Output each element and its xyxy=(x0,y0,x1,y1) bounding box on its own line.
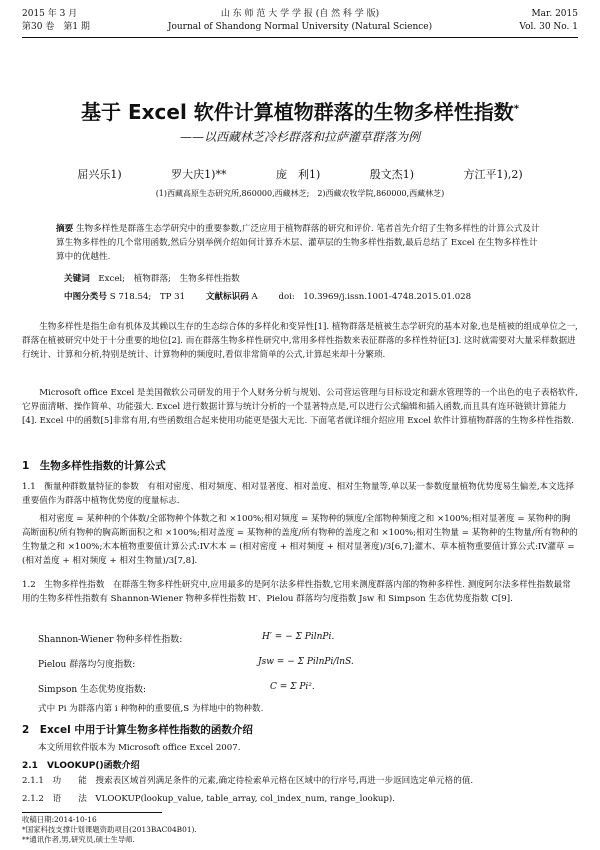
abstract xyxy=(56,222,544,264)
abstract-label: 摘要 xyxy=(56,224,74,234)
importance-value-formulas: 相对密度 = 某种种的个体数/全部物种个体数之和 ×100%;相对频度 = 某物种的频度/全部物种频度之和 ×100%;相对显著度 = 某物种的胸高断面积/所有物种的胸高断面积之和 ×100%;相对盖度 = 某物种的盖度/所有物种的盖度之和 ×100%;相对生物量 = 某物种的生物量/所有物种的生物量之和 ×100%;木本植物重要值计算公式:IV木本 = (相对密度 + 相对频度 + 相对显著度)/3[6,7];灌木、草本植物重要值计算公式:IV灌草 = (相对盖度 + 相对频度 + 相对生物量)/3[7,8]. xyxy=(22,514,578,566)
paper-subtitle: ——以西藏林芝冷杉群落和拉萨灌草群落为例 xyxy=(179,130,420,144)
subsection-1-1: 1.1 衡量种群数量特征的参数 有相对密度、相对频度、相对显著度、相对盖度、相对生物量等,单以某一参数度量植物优势度易生偏差,本文选择重要值作为群落中植物优势度的度量标志. xyxy=(22,482,574,506)
running-header xyxy=(22,8,578,40)
subsection-1-2: 1.2 生物多样性指数 在群落生物多样性研究中,应用最多的是阿尔法多样性指数,它用来测度群落内部的物种多样性. 测度阿尔法多样性指数最常用的生物多样性指数有 Shannon-Wiener 物种多样性指数 H′、Pielou 群落均匀度指数 Jsw 和 Simpson 生态优势度指数 C[9]. xyxy=(22,580,571,604)
abstract-text: 生物多样性是群落生态学研究中的重要参数,广泛应用于植物群落的研究和评价. 笔者首先介绍了生物多样性的计算公式及计算生物多样性的几个常用函数,然后分别举例介绍如何计算乔木层、灌草层的生物多样性指数,最后总结了 Excel 在生物多样性计算中的优越性. xyxy=(56,224,540,262)
author: 殷文杰1) xyxy=(369,168,415,181)
keywords: 关键词 Excel; 植物群落; 生物多样性指数 xyxy=(64,274,240,284)
vlookup-function: 2.1.1 功 能 搜索表区域首列满足条件的元素,确定待检索单元格在区域中的行序号,再进一步返回选定单元格的值. xyxy=(22,776,474,786)
author: 屈兴乐1) xyxy=(77,168,122,181)
affiliation: (1)西藏高原生态研究所,860000,西藏林芝; 2)西藏农牧学院,860000,西藏林芝) xyxy=(155,189,445,198)
formula-simpson: C = Σ Pi². xyxy=(270,682,315,692)
paper-title: 基于 Excel 软件计算植物群落的生物多样性指数* xyxy=(81,100,519,124)
footnotes: 收稿日期:2014-10-16 *国家科技支撑计划课题资助项目(2013BAC04B01). **通讯作者,男,研究员,硕士生导师. xyxy=(22,815,197,844)
formula-shannon: H′ = − Σ PilnPi. xyxy=(262,632,335,642)
formula-label-simpson: Simpson 生态优势度指数: xyxy=(38,685,147,695)
section-2-heading: 2 Excel 中用于计算生物多样性指数的函数介绍 xyxy=(22,724,253,736)
author: 方江平1),2) xyxy=(463,168,523,181)
header-rule xyxy=(22,37,578,38)
formula-label-pielou: Pielou 群落均匀度指数: xyxy=(38,660,136,670)
header-right: Mar. 2015 Vol. 30 No. 1 xyxy=(519,9,578,32)
vlookup-syntax: 2.1.2 语 法 VLOOKUP(lookup_value, table_array, col_index_num, range_lookup). xyxy=(22,794,396,804)
header-left: 2015 年 3 月 第30 卷 第1 期 xyxy=(22,9,90,32)
software-version: 本文所用软件版本为 Microsoft office Excel 2007. xyxy=(38,743,241,753)
section-1-heading: 1 生物多样性指数的计算公式 xyxy=(22,460,166,472)
intro-paragraph-2: Microsoft office Excel 是美国微软公司研发的用于个人财务分析与规划、公司营运管理与目标设定和薪水管理等的一个出色的电子表格软件,它界面清晰、操作简单、功能强大. Excel 进行数据计算与统计分析的一个显著特点是,可以进行公式编辑和插入函数,而且具有连环链锁计算能力[4]. Excel 中的函数[5]非常有用,有些函数组合起来使用功能更是强大无比. 下面笔者就详细介绍应用 Excel 软件计算植物群落的生物多样性指数. xyxy=(22,388,578,426)
author-list xyxy=(0,166,600,182)
footnote-rule xyxy=(22,812,162,813)
doi: doi: 10.3969/j.issn.1001-4748.2015.01.028 xyxy=(278,292,472,302)
classification-line: 中图分类号 S 718.54; TP 31 文献标识码 A doi: 10.3969/j.issn.1001-4748.2015.01.028 xyxy=(64,292,472,302)
author: 罗大庆1)** xyxy=(171,168,227,181)
formula-pielou: Jsw = − Σ PilnPi/lnS. xyxy=(258,657,354,667)
author: 庞 利1) xyxy=(275,168,321,181)
formula-label-shannon: Shannon-Wiener 物种多样性指数: xyxy=(38,635,183,645)
intro-paragraph-1: 生物多样性是指生命有机体及其赖以生存的生态综合体的多样化和变异性[1]. 植物群落是植被生态学研究的基本对象,也是植被的组成单位之一,群落在植被研究中处于十分重要的地位[2]. 而在群落生物多样性研究中,常用多样性指数来表征群落的多样性特征[3]. 这时就需要对大量采样数据进行统计、计算和分析,特别是统计、计算物种的频度时,看似非常简单的公式,计算起来却十分繁琐. xyxy=(22,322,578,360)
subsection-2-1-heading: 2.1 VLOOKUP()函数介绍 xyxy=(22,761,140,771)
header-center: 山 东 师 范 大 学 学 报 (自 然 科 学 版) Journal of Shandong Normal University (Natural Science) xyxy=(167,9,433,32)
formula-note: 式中 Pi 为群落内第 i 种物种的重要值,S 为样地中的物种数. xyxy=(38,704,264,714)
